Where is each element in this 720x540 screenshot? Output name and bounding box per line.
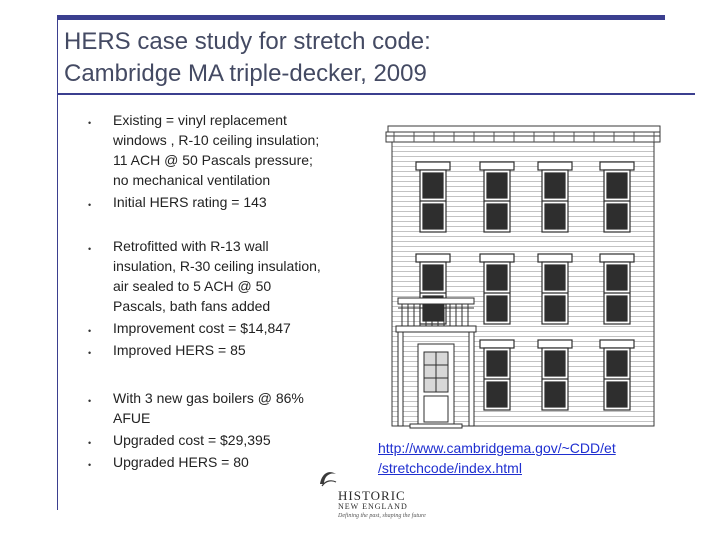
slide-title-line-1: HERS case study for stretch code:: [64, 28, 431, 55]
bullet-item-existing: [113, 110, 363, 190]
link-line-2[interactable]: /stretchcode/index.html: [378, 460, 522, 476]
bullet-marker: •: [88, 438, 92, 448]
title-underline-rule: [57, 93, 695, 95]
bullet-item-initial-hers: [113, 192, 363, 212]
bullet-marker: •: [88, 326, 92, 336]
logo-subtitle: NEW ENGLAND: [338, 502, 408, 511]
bullet-line: Initial HERS rating = 143: [113, 194, 267, 210]
bullet-line: Improved HERS = 85: [113, 342, 246, 358]
bullet-line: Improvement cost = $14,847: [113, 320, 291, 336]
bullet-marker: •: [88, 348, 92, 358]
bullet-line: With 3 new gas boilers @ 86%: [113, 390, 304, 406]
bullet-line: insulation, R-30 ceiling insulation,: [113, 258, 321, 274]
bullet-line: air sealed to 5 ACH @ 50: [113, 278, 272, 294]
bullet-marker: •: [88, 118, 92, 128]
bullet-line: Existing = vinyl replacement: [113, 112, 287, 128]
logo-tagline: Defining the past, shaping the future: [338, 513, 426, 519]
bullet-line: windows , R-10 ceiling insulation;: [113, 132, 320, 148]
slide-title-line-2: Cambridge MA triple-decker, 2009: [64, 60, 427, 87]
bullet-marker: •: [88, 396, 92, 406]
triple-decker-house-drawing: [380, 112, 670, 430]
bullet-line: no mechanical ventilation: [113, 172, 271, 188]
historic-new-england-logo: [318, 466, 428, 530]
bullet-line: Upgraded cost = $29,395: [113, 432, 271, 448]
bullet-marker: •: [88, 244, 92, 254]
bullet-item-upgraded-cost: [113, 430, 363, 450]
logo-flourish-icon: [318, 466, 338, 488]
bullet-line: Upgraded HERS = 80: [113, 454, 249, 470]
bullet-item-improved-hers: [113, 340, 363, 360]
bullet-item-boilers: [113, 388, 363, 428]
bullet-marker: •: [88, 200, 92, 210]
link-line-1[interactable]: http://www.cambridgema.gov/~CDD/et: [378, 440, 616, 456]
bullet-line: AFUE: [113, 410, 151, 426]
bullet-marker: •: [88, 460, 92, 470]
top-accent-rule: [57, 15, 665, 20]
left-frame-rule: [57, 15, 58, 510]
bullet-line: 11 ACH @ 50 Pascals pressure;: [113, 152, 313, 168]
slide-title: [64, 26, 664, 90]
bullet-item-retrofit: [113, 236, 363, 316]
bullet-item-improvement-cost: [113, 318, 363, 338]
logo-wordmark: HISTORIC: [338, 488, 406, 503]
bullet-line: Pascals, bath fans added: [113, 298, 271, 314]
bullet-line: Retrofitted with R-13 wall: [113, 238, 269, 254]
